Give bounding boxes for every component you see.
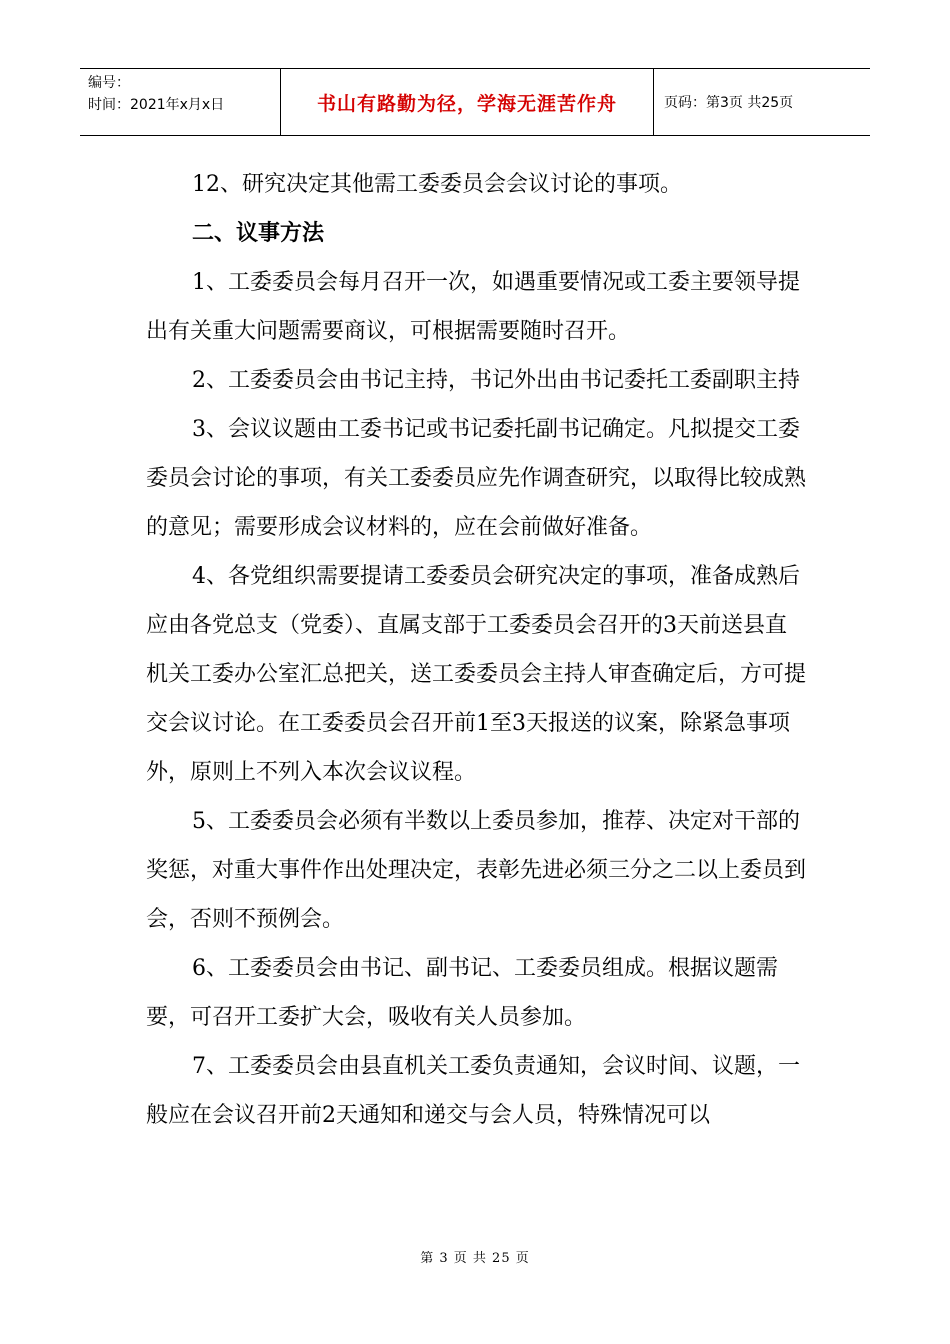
document-date-label: 时间：2021年x月x日 [88, 97, 225, 113]
document-body [146, 160, 806, 1140]
paragraph-rule-1: 1、工委委员会每月召开一次，如遇重要情况或工委主要领导提出有关重大问题需要商议，可根据需要随时召开。 [146, 270, 800, 344]
paragraph-rule-4: 4、各党组织需要提请工委委员会研究决定的事项，准备成熟后应由各党总支（党委）、直属支部于工委委员会召开的3天前送县直机关工委办公室汇总把关，送工委委员会主持人审查确定后，方可提交会议讨论。在工委委员会召开前1至3天报送的议案，除紧急事项外，原则上不列入本次会议议程。 [146, 564, 807, 785]
header-motto: 书山有路勤为径，学海无涯苦作舟 [281, 69, 654, 135]
document-header [80, 68, 870, 136]
paragraph-rule-3: 3、会议议题由工委书记或书记委托副书记确定。凡拟提交工委委员会讨论的事项，有关工委委员应先作调查研究，以取得比较成熟的意见；需要形成会议材料的，应在会前做好准备。 [146, 417, 807, 540]
page-number-footer: 第 3 页 共 25 页 [420, 1251, 530, 1266]
header-meta [80, 69, 281, 135]
header-page-info: 页码：第3页 共25页 [664, 95, 794, 111]
section-heading-procedure: 二、议事方法 [192, 220, 325, 246]
paragraph-rule-5: 5、工委委员会必须有半数以上委员参加，推荐、决定对干部的奖惩，对重大事件作出处理决定，表彰先进必须三分之二以上委员到会，否则不预例会。 [146, 809, 807, 932]
paragraph-rule-2: 2、工委委员会由书记主持，书记外出由书记委托工委副职主持 [192, 368, 800, 393]
document-number-label: 编号： [88, 75, 130, 91]
paragraph-item-12: 12、研究决定其他需工委委员会会议讨论的事项。 [192, 172, 682, 197]
paragraph-rule-6: 6、工委委员会由书记、副书记、工委委员组成。根据议题需要，可召开工委扩大会，吸收有关人员参加。 [146, 956, 778, 1030]
paragraph-rule-7: 7、工委委员会由县直机关工委负责通知，会议时间、议题，一般应在会议召开前2天通知和递交与会人员，特殊情况可以 [146, 1054, 800, 1128]
